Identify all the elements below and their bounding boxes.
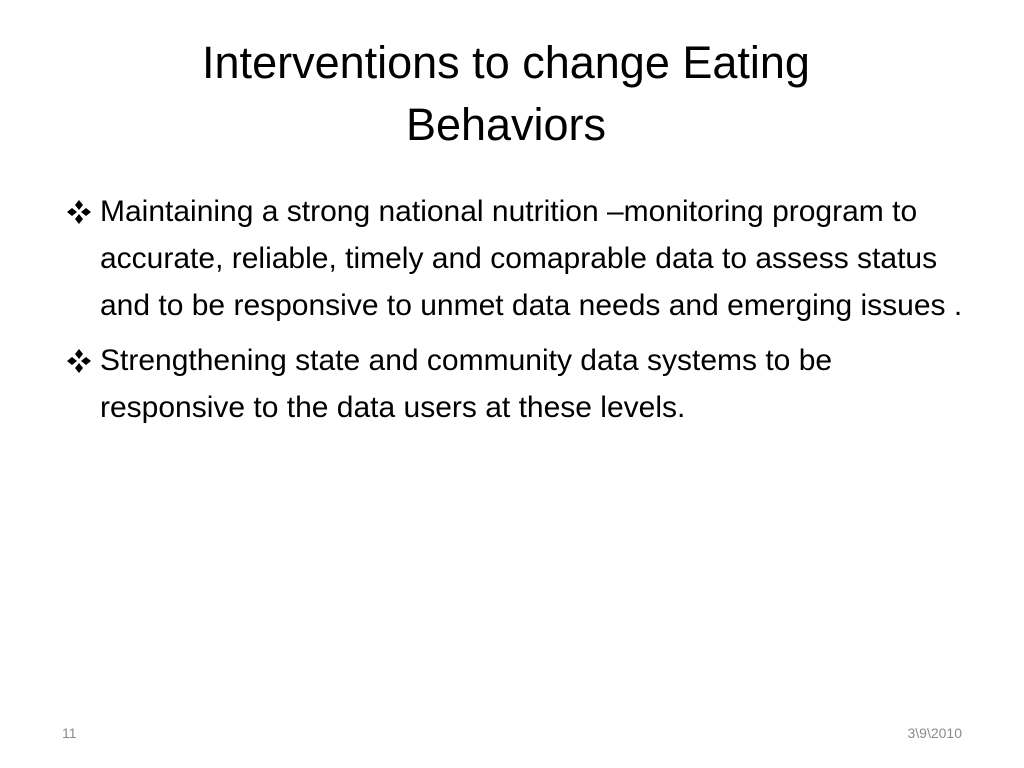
bullet-text: Strengthening state and community data systems to be responsive to the data users at these levels. [100,344,833,424]
slide-title: Interventions to change Eating Behaviors [202,37,810,150]
bullet-list [66,188,966,439]
bullet-item [66,188,966,329]
four-diamond-bullet-icon [66,348,92,374]
bullet-text: Maintaining a strong national nutrition –monitoring program to accurate, reliable, timely and comaprable data to assess status and to be responsive to unmet data needs and emerging issues . [100,195,963,322]
slide-date: 3\9\2010 [907,725,962,741]
four-diamond-bullet-icon [66,199,92,225]
slide-number: 11 [62,725,77,741]
bullet-item [66,337,966,431]
